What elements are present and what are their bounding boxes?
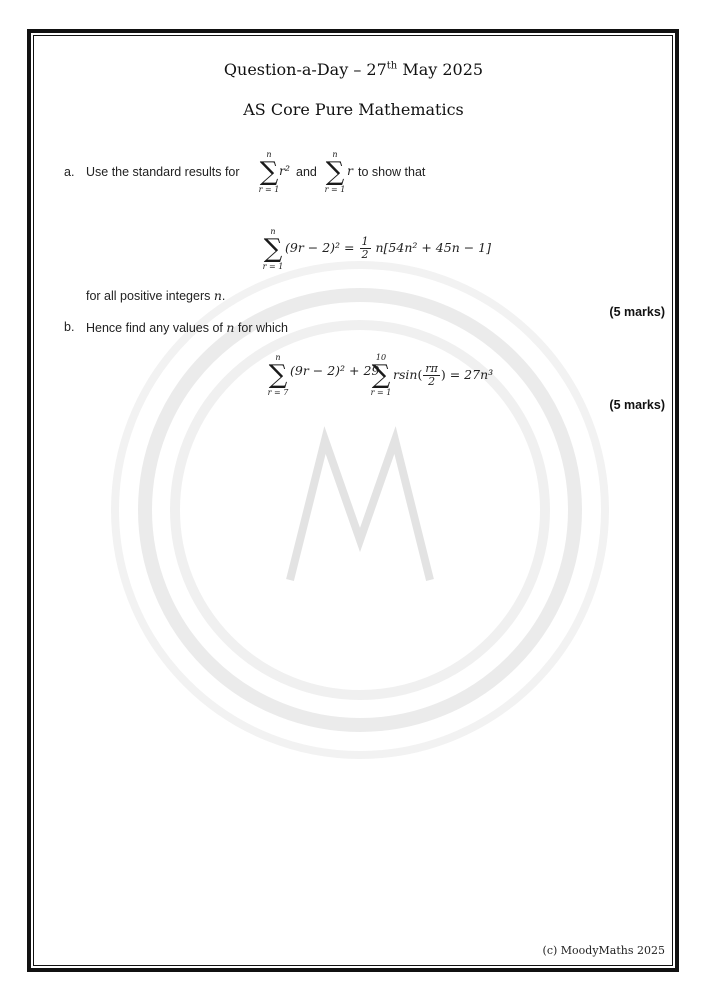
equation-b-fraction: $\frac{r\pi}{2}$ xyxy=(425,362,438,388)
to-show-text: to show that xyxy=(358,165,426,179)
part-a-intro: Use the standard results for xyxy=(86,165,240,179)
equation-a-sigma: n ∑ r = 1 xyxy=(262,227,284,271)
part-b-marks: (5 marks) xyxy=(609,398,665,412)
sigma-r-squared: n ∑ r = 1 xyxy=(258,150,280,194)
equation-b-sigma-2: 10 ∑ r = 1 xyxy=(370,353,392,397)
equation-a: (9r − 2)² = $\frac{1}{2}$ n[54n² + 45n − 1] xyxy=(285,235,492,261)
equation-a-fraction: $\frac{1}{2}$ xyxy=(361,235,369,261)
equation-b-term-1: (9r − 2)² + 29 xyxy=(290,363,380,378)
page-subtitle: AS Core Pure Mathematics xyxy=(243,100,464,119)
part-a-marks: (5 marks) xyxy=(609,305,665,319)
sigma-r: n ∑ r = 1 xyxy=(324,150,346,194)
equation-b-sigma-1: n ∑ r = 7 xyxy=(267,353,289,397)
copyright-notice: (c) MoodyMaths 2025 xyxy=(542,944,665,957)
part-a-conclusion: for all positive integers n. xyxy=(86,288,226,303)
part-a-label: a. xyxy=(64,165,75,179)
and-word: and xyxy=(296,165,317,179)
part-b-label: b. xyxy=(64,320,75,334)
equation-b-term-2: rsin( $\frac{r\pi}{2}$ ) = 27n³ xyxy=(393,362,494,388)
page-title: Question-a-Day – 27th May 2025 xyxy=(223,60,484,79)
sum2-term: r xyxy=(347,163,353,178)
sum1-term: r² xyxy=(279,163,290,178)
part-b-intro: Hence find any values of n for which xyxy=(86,320,288,335)
